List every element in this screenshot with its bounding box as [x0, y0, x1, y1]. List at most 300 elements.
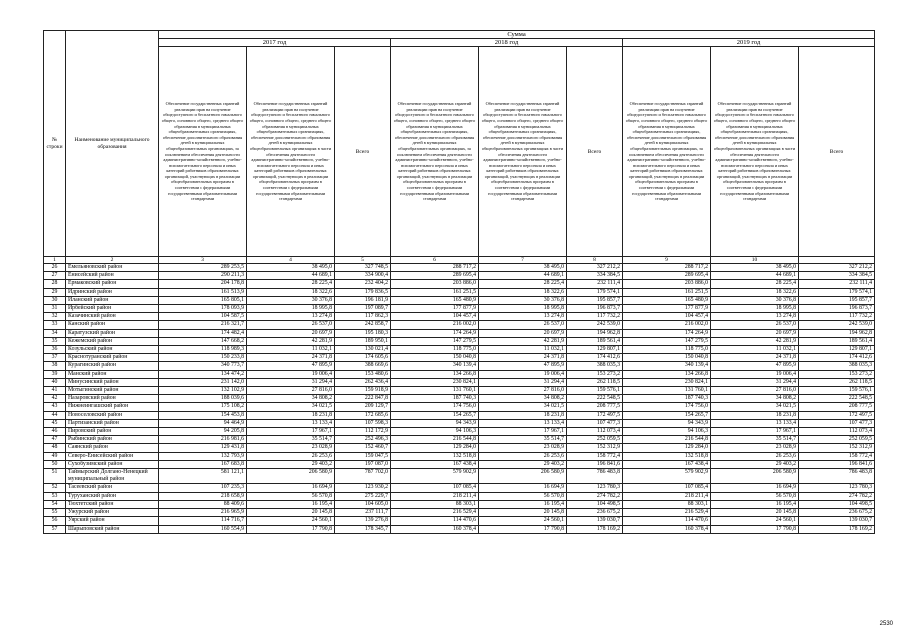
value-cell: 242 539,0 [567, 321, 623, 329]
value-cell: 197 087,0 [335, 460, 391, 468]
value-cell: 31 294,4 [479, 378, 567, 386]
value-cell: 189 561,4 [567, 337, 623, 345]
table-row [44, 288, 875, 296]
value-cell: 152 312,9 [567, 444, 623, 452]
value-cell: 38 495,0 [247, 264, 335, 272]
index-cell: 7 [479, 257, 567, 264]
table-body [44, 264, 875, 534]
row-number-cell: 27 [44, 272, 66, 280]
value-cell: 158 772,4 [799, 452, 875, 460]
municipality-name-cell: Ужурский район [66, 509, 159, 517]
value-cell: 34 808,2 [479, 395, 567, 403]
value-cell: 114 470,6 [623, 517, 711, 525]
value-cell: 18 231,8 [711, 411, 799, 419]
row-number-cell: 39 [44, 370, 66, 378]
value-cell: 289 253,5 [159, 264, 247, 272]
value-cell: 340 139,4 [391, 362, 479, 370]
index-cell: 1 [44, 257, 66, 264]
municipality-name-cell: Курагинский район [66, 362, 159, 370]
value-cell: 132 518,8 [623, 452, 711, 460]
value-cell: 334 384,5 [567, 272, 623, 280]
value-cell: 334 900,4 [335, 272, 391, 280]
header-total: Всего [335, 47, 391, 257]
row-number-cell: 26 [44, 264, 66, 272]
value-cell: 20 697,9 [711, 329, 799, 337]
header-col-desc-2: Обеспечение государственных гарантий реализации прав на получение общедоступного и бесплатного начального общего, основного общего, среднего общего образования в муниципальных общеобразовательных организациях, обеспечение дополнительного образования детей в муниципальных общеобразовательных организациях в части обеспечения деятельности административно-хозяйственного, учебно-вспомогательного персонала и иных категорий работников образовательных организаций, участвующих в реализации общеобразовательных программ в соответствии с федеральными государственными образовательными стандартами [247, 47, 335, 257]
value-cell: 107 235,3 [159, 484, 247, 492]
budget-table-page [43, 30, 874, 534]
value-cell: 175 108,2 [159, 403, 247, 411]
value-cell: 56 570,8 [479, 492, 567, 500]
table-row [44, 329, 875, 337]
value-cell: 104 457,4 [391, 313, 479, 321]
value-cell: 159 576,1 [799, 387, 875, 395]
value-cell: 786 483,8 [567, 469, 623, 484]
value-cell: 150 040,8 [391, 354, 479, 362]
index-cell: 8 [567, 257, 623, 264]
municipality-name-cell: Партизанский район [66, 419, 159, 427]
row-number-cell: 36 [44, 346, 66, 354]
value-cell: 222 548,5 [799, 395, 875, 403]
value-cell: 26 253,6 [479, 452, 567, 460]
value-cell: 236 675,2 [567, 509, 623, 517]
value-cell: 262 118,5 [799, 378, 875, 386]
value-cell: 179 574,1 [799, 288, 875, 296]
municipality-name-cell: Тюхтетский район [66, 500, 159, 508]
value-cell: 179 836,5 [335, 288, 391, 296]
table-row [44, 362, 875, 370]
value-cell: 232 111,4 [799, 280, 875, 288]
value-cell: 112 073,4 [799, 428, 875, 436]
value-cell: 31 294,4 [247, 378, 335, 386]
value-cell: 187 740,3 [623, 395, 711, 403]
value-cell: 107 598,3 [335, 419, 391, 427]
value-cell: 47 895,9 [247, 362, 335, 370]
header-index-row [44, 257, 875, 264]
value-cell: 26 253,6 [711, 452, 799, 460]
value-cell: 242 539,0 [799, 321, 875, 329]
value-cell: 153 480,6 [335, 370, 391, 378]
value-cell: 34 808,2 [247, 395, 335, 403]
value-cell: 11 032,1 [247, 346, 335, 354]
value-cell: 218 658,9 [159, 492, 247, 500]
value-cell: 23 028,9 [247, 444, 335, 452]
value-cell: 129 284,0 [623, 444, 711, 452]
value-cell: 178 169,2 [567, 525, 623, 533]
table-row [44, 378, 875, 386]
index-cell: 2 [66, 257, 159, 264]
value-cell: 160 554,9 [159, 525, 247, 533]
table-row [44, 525, 875, 533]
value-cell: 129 807,1 [567, 346, 623, 354]
value-cell: 17 790,8 [711, 525, 799, 533]
value-cell: 11 032,1 [479, 346, 567, 354]
value-cell: 195 857,7 [799, 296, 875, 304]
value-cell: 107 477,3 [799, 419, 875, 427]
value-cell: 786 483,8 [799, 469, 875, 484]
value-cell: 56 570,8 [247, 492, 335, 500]
value-cell: 30 376,8 [479, 296, 567, 304]
value-cell: 104 498,5 [799, 500, 875, 508]
value-cell: 154 265,7 [623, 411, 711, 419]
value-cell: 35 514,7 [479, 436, 567, 444]
value-cell: 177 877,9 [623, 305, 711, 313]
value-cell: 196 841,6 [567, 460, 623, 468]
index-cell: 10 [711, 257, 799, 264]
municipality-name-cell: Иланский район [66, 296, 159, 304]
value-cell: 159 576,1 [567, 387, 623, 395]
header-col-desc-1: Обеспечение государственных гарантий реализации прав на получение общедоступного и бесплатного начального общего, основного общего, среднего общего образования в муниципальных общеобразовательных организациях, обеспечение дополнительного образования детей в муниципальных общеобразовательных организациях, за исключением обеспечения деятельности административно-хозяйственного, учебно-вспомогательного персонала и иных категорий работников образовательных организаций, участвующих в реализации общеобразовательных программ в соответствии с федеральными государственными образовательными стандартами [159, 47, 247, 257]
value-cell: 94 343,9 [623, 419, 711, 427]
table-row [44, 492, 875, 500]
value-cell: 178 169,2 [799, 525, 875, 533]
value-cell: 154 453,8 [159, 411, 247, 419]
value-cell: 206 580,9 [711, 469, 799, 484]
value-cell: 24 560,1 [247, 517, 335, 525]
value-cell: 274 782,2 [799, 492, 875, 500]
page-number: 2530 [879, 621, 893, 627]
value-cell: 56 570,8 [711, 492, 799, 500]
value-cell: 117 732,2 [567, 313, 623, 321]
value-cell: 38 495,0 [479, 264, 567, 272]
value-cell: 189 561,4 [799, 337, 875, 345]
value-cell: 152 312,9 [799, 444, 875, 452]
row-number-cell: 40 [44, 378, 66, 386]
value-cell: 118 989,3 [159, 346, 247, 354]
row-number-cell: 42 [44, 395, 66, 403]
value-cell: 222 847,8 [335, 395, 391, 403]
row-number-cell: 51 [44, 469, 66, 484]
value-cell: 167 438,4 [391, 460, 479, 468]
row-number-cell: 57 [44, 525, 66, 533]
index-cell: 9 [623, 257, 711, 264]
value-cell: 24 371,8 [711, 354, 799, 362]
value-cell: 131 760,1 [623, 387, 711, 395]
value-cell: 19 006,4 [479, 370, 567, 378]
value-cell: 44 689,1 [247, 272, 335, 280]
value-cell: 13 133,4 [479, 419, 567, 427]
value-cell: 104 587,5 [159, 313, 247, 321]
value-cell: 174 482,4 [159, 329, 247, 337]
value-cell: 262 436,4 [335, 378, 391, 386]
value-cell: 123 780,3 [799, 484, 875, 492]
value-cell: 44 689,1 [479, 272, 567, 280]
municipality-name-cell: Саянский район [66, 444, 159, 452]
value-cell: 16 694,9 [479, 484, 567, 492]
value-cell: 242 858,7 [335, 321, 391, 329]
value-cell: 327 212,2 [567, 264, 623, 272]
municipality-name-cell: Северо-Енисейский район [66, 452, 159, 460]
value-cell: 216 529,4 [391, 509, 479, 517]
value-cell: 388 035,3 [799, 362, 875, 370]
value-cell: 132 102,9 [159, 387, 247, 395]
value-cell: 216 002,0 [391, 321, 479, 329]
value-cell: 117 862,3 [335, 313, 391, 321]
value-cell: 44 689,1 [711, 272, 799, 280]
table-row [44, 436, 875, 444]
value-cell: 28 225,4 [247, 280, 335, 288]
value-cell: 18 322,6 [479, 288, 567, 296]
row-number-cell: 53 [44, 492, 66, 500]
value-cell: 174 412,6 [567, 354, 623, 362]
municipality-name-cell: Ермаковский район [66, 280, 159, 288]
value-cell: 230 824,1 [623, 378, 711, 386]
index-cell: 4 [247, 257, 335, 264]
municipality-name-cell: Кежемский район [66, 337, 159, 345]
header-col-desc-1: Обеспечение государственных гарантий реализации прав на получение общедоступного и бесплатного начального общего, основного общего, среднего общего образования в муниципальных общеобразовательных организациях, обеспечение дополнительного образования детей в муниципальных общеобразовательных организациях, за исключением обеспечения деятельности административно-хозяйственного, учебно-вспомогательного персонала и иных категорий работников образовательных организаций, участвующих в реализации общеобразовательных программ в соответствии с федеральными государственными образовательными стандартами [391, 47, 479, 257]
value-cell: 112 172,9 [335, 428, 391, 436]
value-cell: 27 816,0 [711, 387, 799, 395]
value-cell: 16 694,9 [711, 484, 799, 492]
table-row [44, 272, 875, 280]
value-cell: 579 902,9 [391, 469, 479, 484]
value-cell: 216 544,8 [391, 436, 479, 444]
table-row [44, 346, 875, 354]
value-cell: 153 273,2 [567, 370, 623, 378]
value-cell: 20 697,9 [479, 329, 567, 337]
table-row [44, 313, 875, 321]
value-cell: 129 431,8 [159, 444, 247, 452]
value-cell: 216 529,4 [623, 509, 711, 517]
value-cell: 24 371,8 [479, 354, 567, 362]
row-number-cell: 54 [44, 500, 66, 508]
value-cell: 27 816,0 [247, 387, 335, 395]
value-cell: 290 211,3 [159, 272, 247, 280]
value-cell: 197 089,7 [335, 305, 391, 313]
value-cell: 189 950,1 [335, 337, 391, 345]
value-cell: 18 231,8 [247, 411, 335, 419]
value-cell: 139 030,7 [799, 517, 875, 525]
value-cell: 26 537,0 [479, 321, 567, 329]
value-cell: 160 378,4 [391, 525, 479, 533]
value-cell: 123 930,2 [335, 484, 391, 492]
value-cell: 195 857,7 [567, 296, 623, 304]
value-cell: 161 251,5 [623, 288, 711, 296]
value-cell: 94 106,3 [623, 428, 711, 436]
value-cell: 24 560,1 [479, 517, 567, 525]
value-cell: 27 816,0 [479, 387, 567, 395]
value-cell: 34 021,5 [711, 403, 799, 411]
table-row [44, 321, 875, 329]
value-cell: 327 748,5 [335, 264, 391, 272]
municipality-name-cell: Минусинский район [66, 378, 159, 386]
value-cell: 18 995,8 [711, 305, 799, 313]
table-row [44, 305, 875, 313]
municipality-name-cell: Енисейский район [66, 272, 159, 280]
municipality-name-cell: Краснотуранский район [66, 354, 159, 362]
value-cell: 29 403,2 [711, 460, 799, 468]
row-number-cell: 46 [44, 428, 66, 436]
header-col-desc-2: Обеспечение государственных гарантий реализации прав на получение общедоступного и бесплатного начального общего, основного общего, среднего общего образования в муниципальных общеобразовательных организациях, обеспечение дополнительного образования детей в муниципальных общеобразовательных организациях в части обеспечения деятельности административно-хозяйственного, учебно-вспомогательного персонала и иных категорий работников образовательных организаций, участвующих в реализации общеобразовательных программ в соответствии с федеральными государственными образовательными стандартами [711, 47, 799, 257]
value-cell: 13 133,4 [247, 419, 335, 427]
value-cell: 218 211,4 [391, 492, 479, 500]
municipality-name-cell: Нижнеингашский район [66, 403, 159, 411]
value-cell: 28 225,4 [711, 280, 799, 288]
value-cell: 165 805,1 [159, 296, 247, 304]
value-cell: 187 740,3 [391, 395, 479, 403]
value-cell: 18 995,8 [247, 305, 335, 313]
value-cell: 262 118,5 [567, 378, 623, 386]
table-row [44, 517, 875, 525]
value-cell: 174 756,0 [623, 403, 711, 411]
value-cell: 206 580,9 [247, 469, 335, 484]
value-cell: 13 133,4 [711, 419, 799, 427]
value-cell: 174 756,0 [391, 403, 479, 411]
row-number-cell: 32 [44, 313, 66, 321]
value-cell: 174 605,6 [335, 354, 391, 362]
value-cell: 17 790,8 [479, 525, 567, 533]
table-row [44, 419, 875, 427]
table-row [44, 444, 875, 452]
value-cell: 167 438,4 [623, 460, 711, 468]
table-row [44, 337, 875, 345]
value-cell: 18 231,8 [479, 411, 567, 419]
value-cell: 23 028,9 [711, 444, 799, 452]
value-cell: 216 981,6 [159, 436, 247, 444]
municipality-name-cell: Тасеевский район [66, 484, 159, 492]
value-cell: 787 702,0 [335, 469, 391, 484]
value-cell: 134 266,8 [623, 370, 711, 378]
municipality-name-cell: Козульский район [66, 346, 159, 354]
row-number-cell: 38 [44, 362, 66, 370]
value-cell: 153 273,2 [799, 370, 875, 378]
table-row [44, 387, 875, 395]
row-number-cell: 37 [44, 354, 66, 362]
value-cell: 388 669,6 [335, 362, 391, 370]
value-cell: 289 695,4 [623, 272, 711, 280]
value-cell: 26 537,0 [247, 321, 335, 329]
value-cell: 42 281,9 [479, 337, 567, 345]
row-number-cell: 35 [44, 337, 66, 345]
header-year-2018: 2018 год [391, 39, 623, 47]
municipality-name-cell: Уярский район [66, 517, 159, 525]
row-number-cell: 44 [44, 411, 66, 419]
index-cell [799, 257, 875, 264]
value-cell: 288 717,2 [391, 264, 479, 272]
municipality-name-cell: Новоселовский район [66, 411, 159, 419]
value-cell: 231 142,0 [159, 378, 247, 386]
value-cell: 88 409,6 [159, 500, 247, 508]
row-number-cell: 31 [44, 305, 66, 313]
value-cell: 147 668,2 [159, 337, 247, 345]
budget-table [43, 30, 875, 534]
value-cell: 174 264,9 [391, 329, 479, 337]
value-cell: 132 793,9 [159, 452, 247, 460]
value-cell: 172 497,5 [799, 411, 875, 419]
value-cell: 26 253,6 [247, 452, 335, 460]
value-cell: 88 303,1 [623, 500, 711, 508]
header-row-number: № строки [44, 31, 66, 257]
table-row [44, 264, 875, 272]
municipality-name-cell: Ирбейский район [66, 305, 159, 313]
value-cell: 107 085,4 [391, 484, 479, 492]
value-cell: 132 518,8 [391, 452, 479, 460]
value-cell: 174 412,6 [799, 354, 875, 362]
value-cell: 252 496,3 [335, 436, 391, 444]
value-cell: 289 695,4 [391, 272, 479, 280]
value-cell: 47 895,9 [479, 362, 567, 370]
table-row [44, 296, 875, 304]
row-number-cell: 30 [44, 296, 66, 304]
value-cell: 147 279,5 [391, 337, 479, 345]
municipality-name-cell: Рыбинский район [66, 436, 159, 444]
value-cell: 29 403,2 [247, 460, 335, 468]
table-row [44, 403, 875, 411]
table-row [44, 452, 875, 460]
value-cell: 222 548,5 [567, 395, 623, 403]
value-cell: 334 384,5 [799, 272, 875, 280]
value-cell: 159 047,5 [335, 452, 391, 460]
value-cell: 47 895,9 [711, 362, 799, 370]
value-cell: 134 266,8 [391, 370, 479, 378]
value-cell: 42 281,9 [711, 337, 799, 345]
value-cell: 34 021,5 [247, 403, 335, 411]
value-cell: 252 059,5 [799, 436, 875, 444]
value-cell: 209 129,7 [335, 403, 391, 411]
value-cell: 17 790,8 [247, 525, 335, 533]
municipality-name-cell: Идринский район [66, 288, 159, 296]
value-cell: 275 229,7 [335, 492, 391, 500]
value-cell: 20 697,9 [247, 329, 335, 337]
value-cell: 230 824,1 [391, 378, 479, 386]
value-cell: 30 376,8 [247, 296, 335, 304]
value-cell: 178 093,9 [159, 305, 247, 313]
row-number-cell: 43 [44, 403, 66, 411]
header-total: Всего [567, 47, 623, 257]
value-cell: 94 106,3 [391, 428, 479, 436]
row-number-cell: 28 [44, 280, 66, 288]
header-year-2017: 2017 год [159, 39, 391, 47]
row-number-cell: 29 [44, 288, 66, 296]
value-cell: 160 378,4 [623, 525, 711, 533]
municipality-name-cell: Каратузский район [66, 329, 159, 337]
value-cell: 17 967,1 [479, 428, 567, 436]
municipality-name-cell: Назаровский район [66, 395, 159, 403]
value-cell: 18 322,6 [247, 288, 335, 296]
value-cell: 17 967,1 [711, 428, 799, 436]
value-cell: 114 470,6 [391, 517, 479, 525]
header-col-desc-1: Обеспечение государственных гарантий реализации прав на получение общедоступного и бесплатного начального общего, основного общего, среднего общего образования в муниципальных общеобразовательных организациях, обеспечение дополнительного образования детей в муниципальных общеобразовательных организациях, за исключением обеспечения деятельности административно-хозяйственного, учебно-вспомогательного персонала и иных категорий работников образовательных организаций, участвующих в реализации общеобразовательных программ в соответствии с федеральными государственными образовательными стандартами [623, 47, 711, 257]
value-cell: 131 760,1 [391, 387, 479, 395]
row-number-cell: 47 [44, 436, 66, 444]
value-cell: 208 777,5 [799, 403, 875, 411]
value-cell: 196 181,9 [335, 296, 391, 304]
table-row [44, 460, 875, 468]
value-cell: 19 006,4 [247, 370, 335, 378]
row-number-cell: 52 [44, 484, 66, 492]
value-cell: 134 474,2 [159, 370, 247, 378]
value-cell: 327 212,2 [799, 264, 875, 272]
value-cell: 13 274,8 [247, 313, 335, 321]
value-cell: 196 873,7 [567, 305, 623, 313]
municipality-name-cell: Канский район [66, 321, 159, 329]
value-cell: 42 281,9 [247, 337, 335, 345]
index-cell: 5 [335, 257, 391, 264]
value-cell: 388 035,3 [567, 362, 623, 370]
value-cell: 216 002,0 [623, 321, 711, 329]
value-cell: 26 537,0 [711, 321, 799, 329]
municipality-name-cell: Казачинский район [66, 313, 159, 321]
value-cell: 17 967,1 [247, 428, 335, 436]
value-cell: 208 777,5 [567, 403, 623, 411]
value-cell: 150 040,8 [623, 354, 711, 362]
row-number-cell: 41 [44, 387, 66, 395]
row-number-cell: 50 [44, 460, 66, 468]
value-cell: 165 480,9 [623, 296, 711, 304]
value-cell: 139 276,8 [335, 517, 391, 525]
value-cell: 174 264,9 [623, 329, 711, 337]
value-cell: 194 962,8 [799, 329, 875, 337]
